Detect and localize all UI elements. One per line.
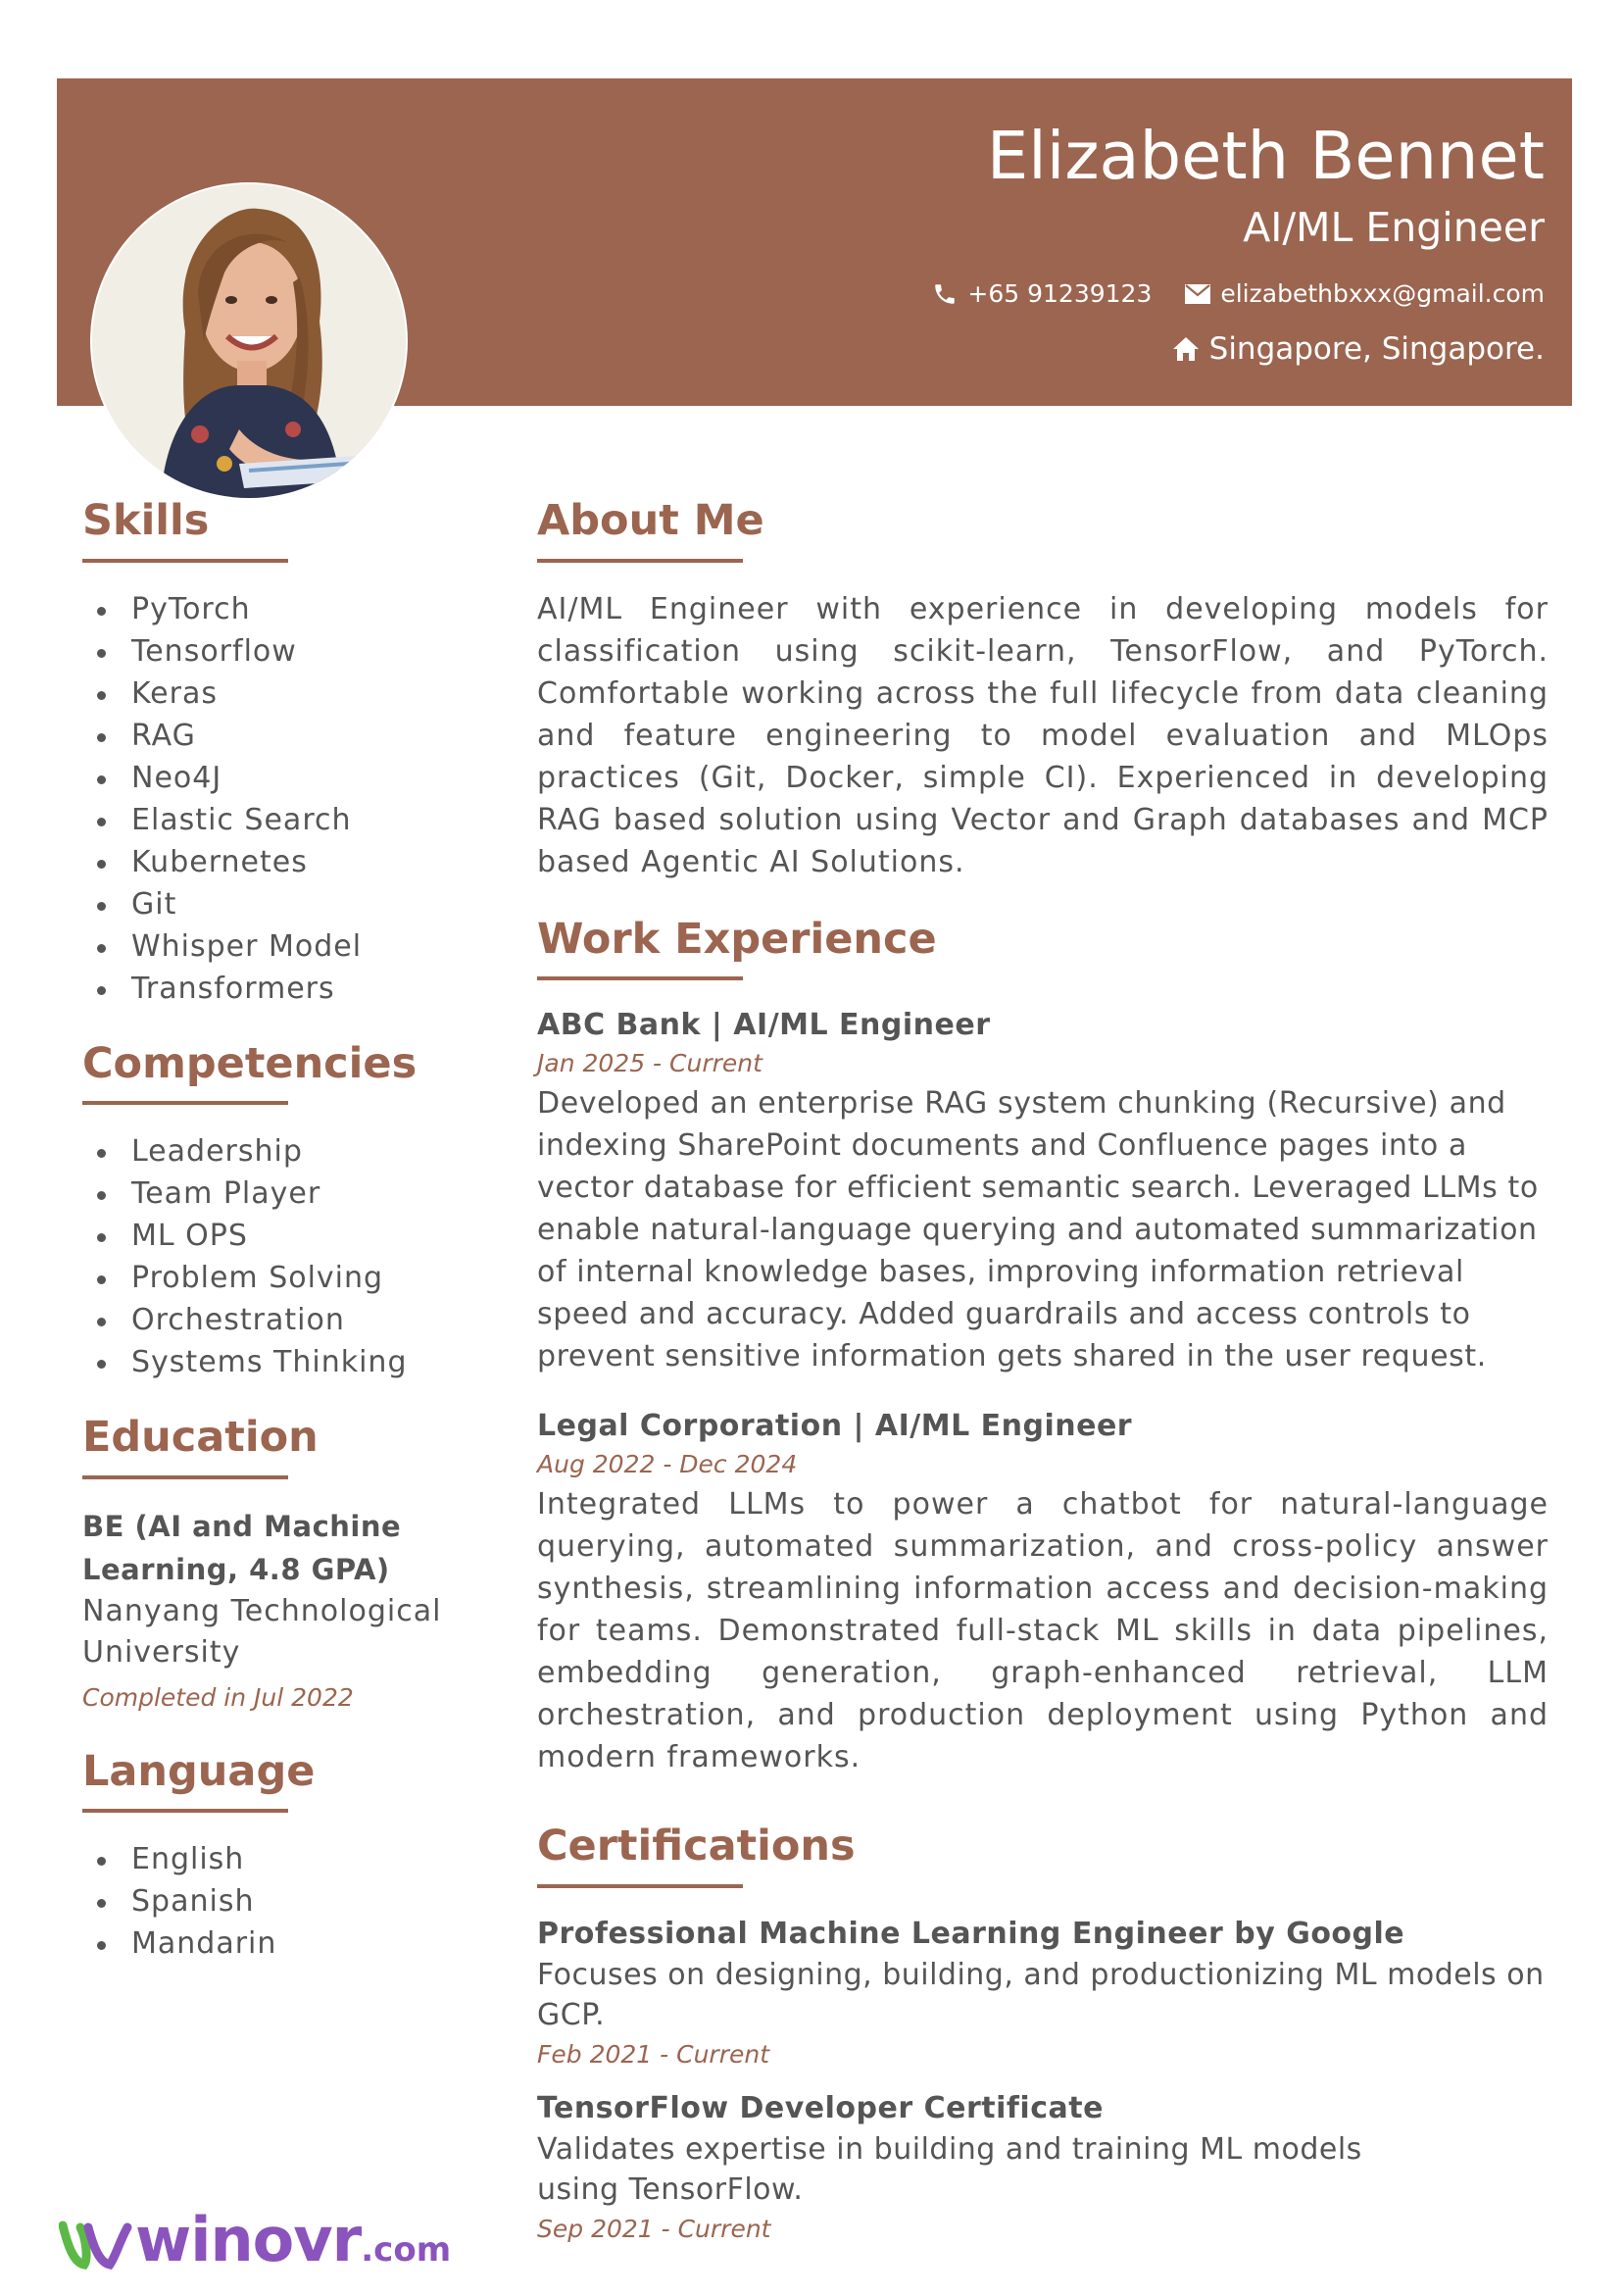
skills-list (82, 588, 474, 1010)
list-item: Transformers (82, 968, 474, 1010)
job-description: Integrated LLMs to power a chatbot for natural-language querying, automated summarization, and cross-policy answer synthesis, streamlining information access and decision-making for teams. Demonstrated full-stack ML skills in data pipelines, embedding generation, graph-enhanced retrieval, LLM orchestration, and production deployment using Python and modern frameworks. (537, 1487, 1549, 1775)
language-list (82, 1838, 474, 1965)
list-item: Systems Thinking (82, 1341, 474, 1383)
logo-suffix: .com (361, 2230, 452, 2270)
certification-description: Validates expertise in building and training ML models using TensorFlow. (537, 2131, 1362, 2207)
list-item: Leadership (82, 1130, 474, 1173)
list-item: Orchestration (82, 1299, 474, 1341)
about-heading: About Me (537, 496, 764, 545)
profile-photo (90, 182, 408, 500)
list-item: Kubernetes (82, 841, 474, 883)
list-item: ML OPS (82, 1215, 474, 1257)
list-item: Neo4J (82, 757, 474, 799)
education-date: Completed in Jul 2022 (82, 1682, 354, 1712)
certification-date: Sep 2021 - Current (537, 2214, 771, 2243)
language-divider (82, 1809, 288, 1813)
job-role: AI/ML Engineer (1243, 204, 1545, 251)
about-divider (537, 559, 743, 563)
list-item: Git (82, 883, 474, 925)
work-divider (537, 976, 743, 980)
competencies-divider (82, 1101, 288, 1105)
education-school: Nanyang Technological University (82, 1593, 442, 1670)
certifications-heading: Certifications (537, 1822, 856, 1872)
winovr-logo[interactable] (59, 2204, 452, 2275)
contact-line (932, 279, 1545, 308)
certifications-divider (537, 1884, 743, 1888)
certification-entry (537, 1914, 1549, 2074)
logo-word: winovr (135, 2204, 362, 2275)
job-description: Developed an enterprise RAG system chunking (Recursive) and indexing SharePoint documents and Confluence pages into a vector database for efficient semantic search. Leveraged LLMs to enable natural-language querying and automated summarization of internal knowledge bases, improving information retrieval speed and accuracy. Added guardrails and access controls to prevent sensitive information gets shared in the user request. (537, 1086, 1539, 1374)
main-content (537, 496, 1549, 2249)
list-item: Team Player (82, 1173, 474, 1215)
sidebar (82, 496, 474, 1965)
list-item: English (82, 1838, 474, 1880)
list-item: Mandarin (82, 1922, 474, 1965)
about-text: AI/ML Engineer with experience in developing models for classification using scikit-learn, TensorFlow, and PyTorch. Comfortable working across the full lifecycle from data cleaning and feature engineering to model evaluation and MLOps practices (Git, Docker, simple CI). Experienced in developing RAG based solution using Vector and Graph databases and MCP based Agentic AI Solutions. (537, 591, 1549, 879)
certification-title: Professional Machine Learning Engineer by Google (537, 1916, 1405, 1951)
list-item: Whisper Model (82, 925, 474, 968)
certification-date: Feb 2021 - Current (537, 2039, 769, 2069)
list-item: PyTorch (82, 588, 474, 630)
list-item: Elastic Search (82, 799, 474, 841)
skills-divider (82, 559, 288, 563)
winovr-logo-mark (59, 2220, 135, 2271)
mail-icon (1185, 284, 1210, 304)
job-title: Legal Corporation | AI/ML Engineer (537, 1409, 1133, 1444)
list-item: RAG (82, 715, 474, 757)
phone-icon (932, 281, 958, 307)
home-icon (1172, 336, 1200, 362)
job-date: Aug 2022 - Dec 2024 (537, 1450, 798, 1479)
work-heading: Work Experience (537, 914, 937, 964)
job-entry (537, 1006, 1549, 1377)
list-item: Keras (82, 673, 474, 715)
job-entry (537, 1407, 1549, 1778)
competencies-heading: Competencies (82, 1038, 418, 1088)
certification-description: Focuses on designing, building, and productionizing ML models on GCP. (537, 1957, 1545, 2032)
competencies-list (82, 1130, 474, 1383)
job-date: Jan 2025 - Current (537, 1049, 762, 1078)
education-heading: Education (82, 1413, 319, 1463)
list-item: Spanish (82, 1880, 474, 1922)
list-item: Tensorflow (82, 630, 474, 673)
certification-title: TensorFlow Developer Certificate (537, 2090, 1104, 2125)
location-text: Singapore, Singapore. (1208, 331, 1545, 367)
location-line (1172, 331, 1545, 367)
phone-number[interactable]: +65 91239123 (967, 279, 1153, 308)
skills-heading: Skills (82, 496, 210, 545)
list-item: Problem Solving (82, 1257, 474, 1299)
person-name: Elizabeth Bennet (986, 118, 1545, 194)
certification-entry (537, 2088, 1549, 2249)
education-degree: BE (AI and Machine Learning, 4.8 GPA) (82, 1509, 402, 1586)
education-divider (82, 1475, 288, 1479)
email-address[interactable]: elizabethbxxx@gmail.com (1220, 279, 1545, 308)
language-heading: Language (82, 1746, 316, 1796)
job-title: ABC Bank | AI/ML Engineer (537, 1008, 991, 1043)
